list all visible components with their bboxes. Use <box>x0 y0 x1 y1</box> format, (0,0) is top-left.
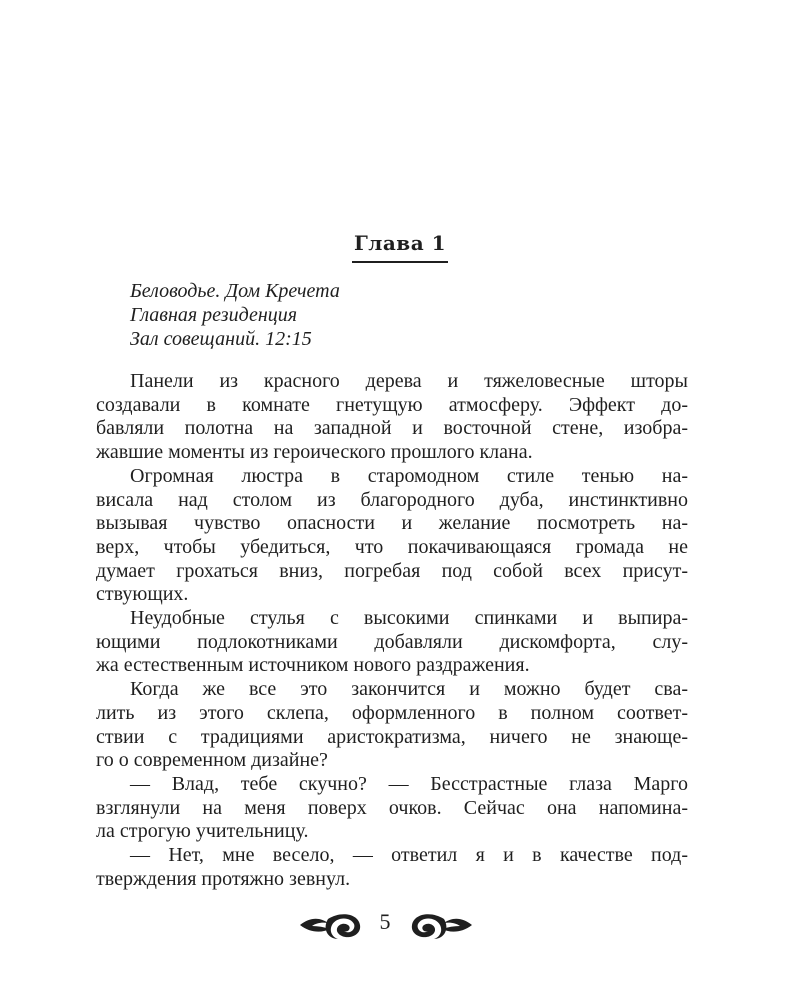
right-flourish-icon <box>408 911 474 941</box>
text-line: ствующих. <box>96 583 189 606</box>
text-line: ствии с традициями аристократизма, ничего не знающе- <box>96 725 688 748</box>
epigraph <box>130 279 650 351</box>
paragraph <box>96 678 688 773</box>
body-text <box>96 370 688 891</box>
paragraph <box>96 465 688 607</box>
epigraph-line-residence: Главная резиденция <box>130 304 298 326</box>
text-line: Когда же все это закончится и можно будет сва- <box>130 678 688 701</box>
text-line: висала над столом из благородного дуба, инстинктивно <box>96 488 688 511</box>
paragraph <box>96 370 688 465</box>
text-line: бавляли полотна на западной и восточной стене, изобра- <box>96 417 688 440</box>
text-line: тверждения протяжно зевнул. <box>96 867 351 890</box>
text-line: думает грохаться вниз, погребая под собой всех присут- <box>96 559 688 582</box>
text-line: ла строгую учительницу. <box>96 820 309 843</box>
text-line: Огромная люстра в старомодном стиле тенью на- <box>130 464 688 487</box>
page-number: 5 <box>379 909 391 934</box>
text-line: вызывая чувство опасности и желание посмотреть на- <box>96 512 688 535</box>
text-line: ющими подлокотниками добавляли дискомфорта, слу- <box>96 630 688 653</box>
paragraph <box>96 844 688 891</box>
text-line: го о современном дизайне? <box>96 749 328 772</box>
chapter-heading <box>0 231 800 263</box>
epigraph-line-hall-time: Зал совещаний. 12:15 <box>130 328 312 350</box>
paragraph <box>96 607 688 678</box>
epigraph-line-location: Беловодье. Дом Кречета <box>130 280 340 302</box>
paragraph <box>96 773 688 844</box>
text-line: создавали в комнате гнетущую атмосферу. Эффект до- <box>96 393 688 416</box>
page-footer <box>0 905 800 945</box>
text-line: лить из этого склепа, оформленного в полном соответ- <box>96 701 688 724</box>
chapter-title: Глава 1 <box>352 231 448 263</box>
text-line: Неудобные стулья с высокими спинками и выпира- <box>130 607 688 630</box>
text-line: верх, чтобы убедиться, что покачивающаяся громада не <box>96 535 688 558</box>
text-line: жа естественным источником нового раздражения. <box>96 654 530 677</box>
text-line: жавшие моменты из героического прошлого клана. <box>96 441 533 464</box>
text-line: — Нет, мне весело, — ответил я и в качестве под- <box>130 844 688 867</box>
text-line: Панели из красного дерева и тяжеловесные шторы <box>130 370 688 392</box>
text-line: взглянули на меня поверх очков. Сейчас она напомина- <box>96 796 688 819</box>
left-flourish-icon <box>298 911 364 941</box>
text-line: — Влад, тебе скучно? — Бесстрастные глаза Марго <box>130 772 688 795</box>
